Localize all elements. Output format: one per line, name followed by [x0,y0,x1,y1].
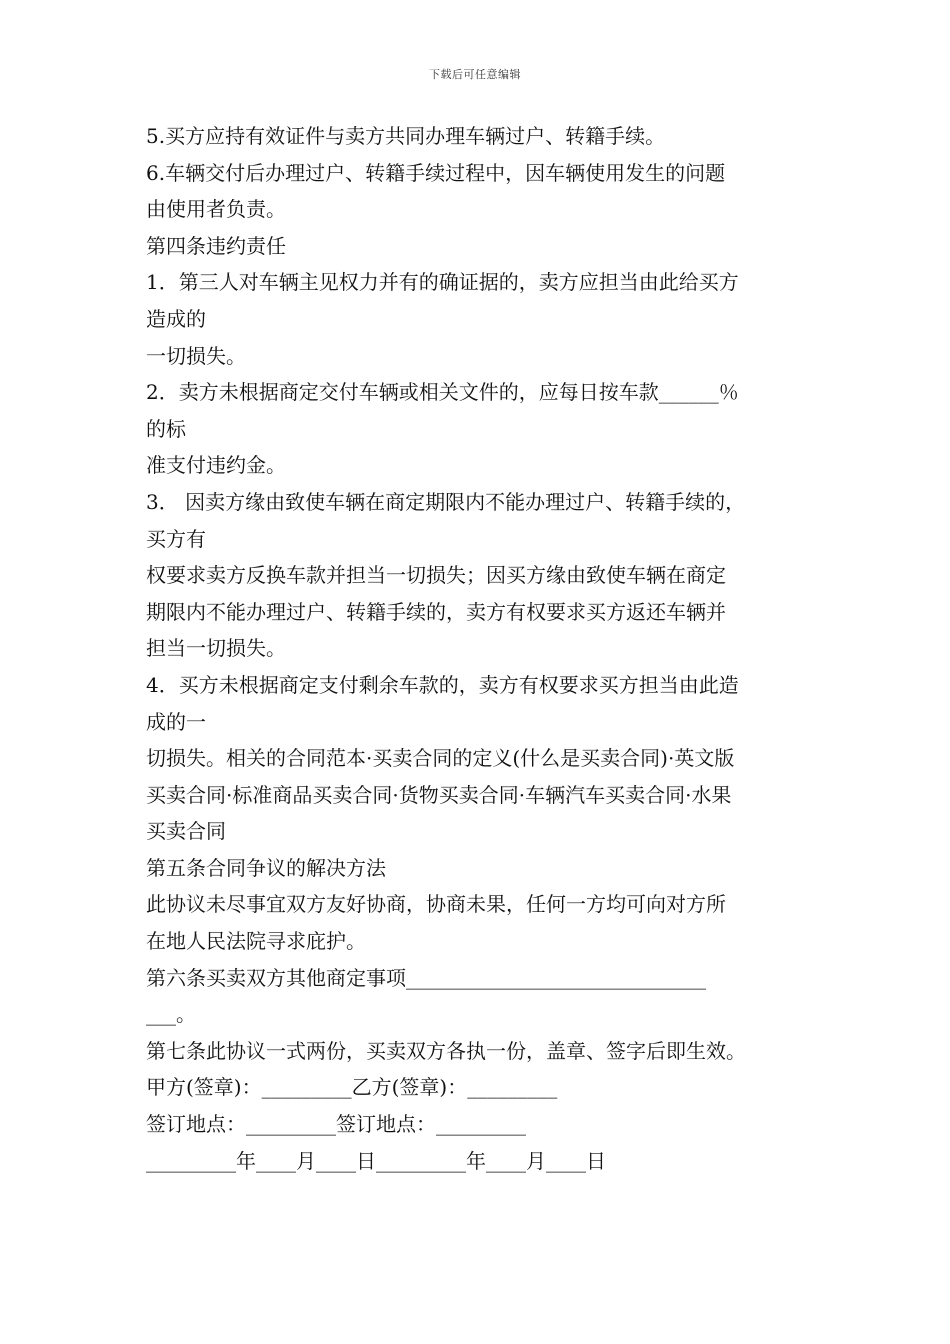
text-line: 2．卖方未根据商定交付车辆或相关文件的，应每日按车款______％ [146,380,739,405]
text-line: 权要求卖方反换车款并担当一切损失；因买方缘由致使车辆在商定 [146,563,726,588]
text-line: 5.买方应持有效证件与卖方共同办理车辆过户、转籍手续。 [146,124,666,148]
text-line: 6.车辆交付后办理过户、转籍手续过程中，因车辆使用发生的问题 [146,160,726,185]
text-line: 买方有 [146,526,206,551]
text-line: ___。 [146,1002,196,1027]
text-line: 造成的 [146,306,206,331]
document-body [146,118,826,1179]
text-line: 在地人民法院寻求庇护。 [146,929,366,954]
signing-place-line: 签订地点：_________签订地点：_________ [146,1112,526,1137]
text-line: 切损失。相关的合同范本·买卖合同的定义(什么是买卖合同)·英文版 [146,746,735,771]
page-header: 下载后可任意编辑 [429,68,521,81]
text-line: 此协议未尽事宜双方友好协商，协商未果，任何一方均可向对方所 [146,892,726,917]
text-line: 准支付违约金。 [146,453,286,478]
section-heading: 第六条买卖双方其他商定事项______________________________ [146,965,706,990]
text-line: 由使用者负责。 [146,197,286,222]
text-line: 4．买方未根据商定支付剩余车款的，卖方有权要求买方担当由此造 [146,672,739,697]
text-line: 期限内不能办理过户、转籍手续的，卖方有权要求买方返还车辆并 [146,599,726,624]
text-line: 买卖合同 [146,819,226,844]
text-line: 1．第三人对车辆主见权力并有的确证据的，卖方应担当由此给买方 [146,270,739,295]
section-heading: 第七条此协议一式两份，买卖双方各执一份，盖章、签字后即生效。 [146,1038,746,1063]
text-line: 一切损失。 [146,343,246,368]
text-line: 买卖合同·标准商品买卖合同·货物买卖合同·车辆汽车买卖合同·水果 [146,782,732,807]
section-heading: 第四条违约责任 [146,233,286,258]
section-heading: 第五条合同争议的解决方法 [146,855,386,880]
date-line: _________年____月____日_________年____月____日 [146,1148,606,1173]
text-line: 担当一切损失。 [146,636,286,661]
text-line: 3． 因卖方缘由致使车辆在商定期限内不能办理过户、转籍手续的， [146,489,746,514]
signature-line: 甲方(签章)：_________乙方(签章)：_________ [146,1075,558,1100]
text-line: 成的一 [146,709,206,734]
text-line: 的标 [146,416,186,441]
